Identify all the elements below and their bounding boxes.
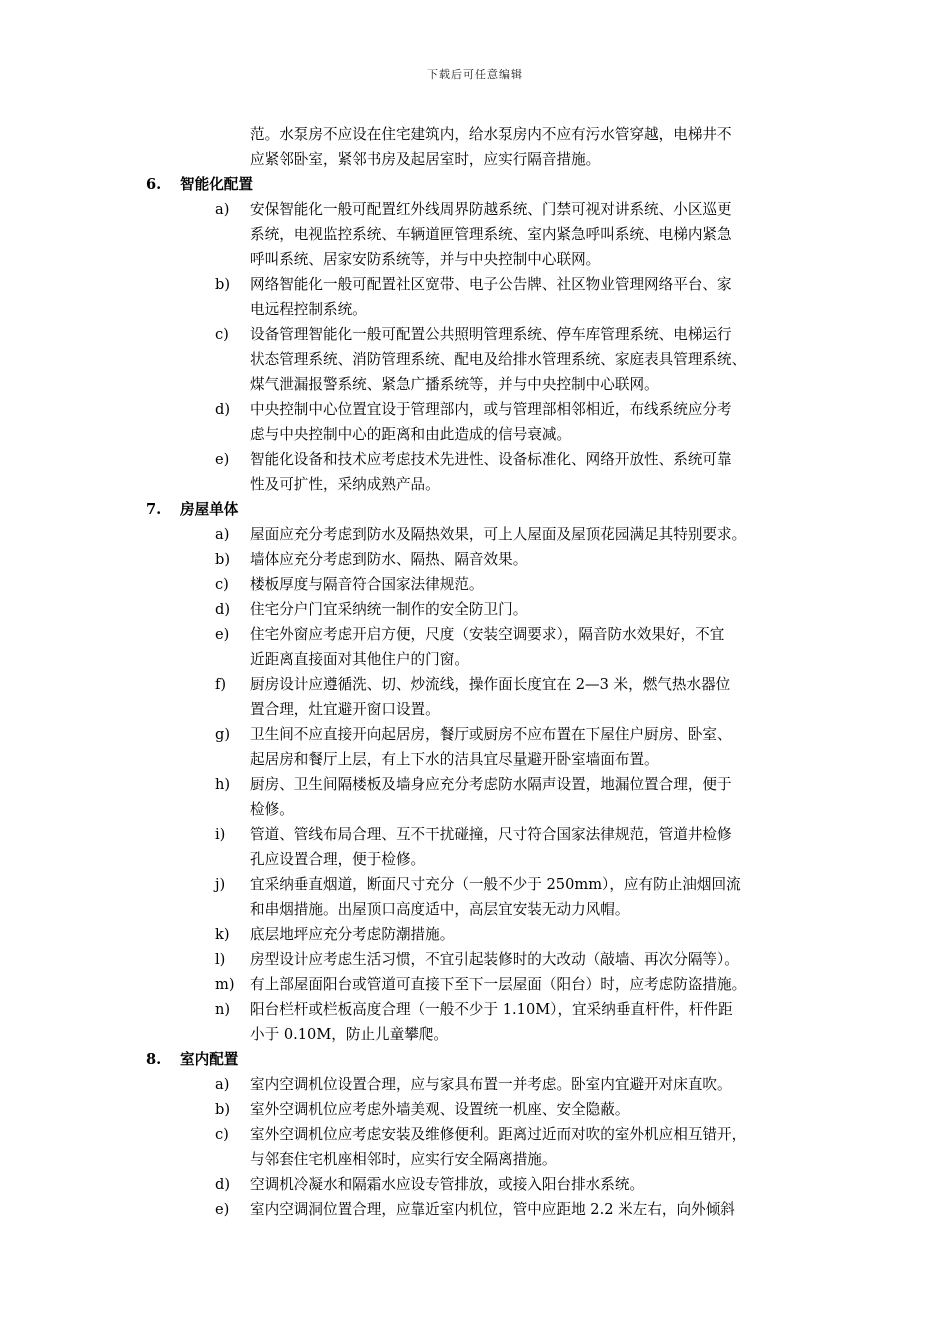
- list-item-line: [0, 597, 950, 622]
- list-item-line: [0, 297, 950, 322]
- section-title: 智能化配置: [180, 176, 253, 193]
- list-item-label: c): [215, 326, 229, 343]
- list-item-line: [0, 447, 950, 472]
- list-item-text: 与邻套住宅机座相邻时，应实行安全隔离措施。: [250, 1151, 557, 1168]
- list-item-text: 有上部屋面阳台或管道可直接下至下一层屋面（阳台）时，应考虑防盗措施。: [250, 976, 747, 993]
- section-number: 8.: [146, 1051, 162, 1068]
- list-item-label: l): [215, 951, 226, 968]
- list-item-line: [0, 822, 950, 847]
- list-item-line: [0, 722, 950, 747]
- list-item-label: a): [215, 201, 230, 218]
- list-item-label: c): [215, 576, 229, 593]
- sections-container: [0, 172, 950, 1222]
- list-item-label: d): [215, 1176, 231, 1193]
- document-body: [0, 122, 950, 1222]
- list-item-line: [0, 1022, 950, 1047]
- list-item: [0, 972, 950, 997]
- list-item-label: i): [215, 826, 226, 843]
- list-item-text: 煤气泄漏报警系统、紧急广播系统等，并与中央控制中心联网。: [250, 376, 659, 393]
- list-item-line: [0, 672, 950, 697]
- list-item-line: [0, 797, 950, 822]
- list-item-label: j): [215, 876, 226, 893]
- list-item-line: [0, 472, 950, 497]
- list-item-text: 起居房和餐厅上层，有上下水的洁具宜尽量避开卧室墙面布置。: [250, 751, 659, 768]
- list-item-label: b): [215, 1101, 231, 1118]
- list-item-line: [0, 847, 950, 872]
- list-item-text: 检修。: [250, 801, 294, 818]
- list-item-text: 性及可扩性，采纳成熟产品。: [250, 476, 440, 493]
- list-item-line: [0, 647, 950, 672]
- list-item-text: 住宅分户门宜采纳统一制作的安全防卫门。: [250, 601, 528, 618]
- list-item-line: [0, 1147, 950, 1172]
- list-item-text: 楼板厚度与隔音符合国家法律规范。: [250, 576, 484, 593]
- section-title: 室内配置: [180, 1051, 239, 1068]
- list-item-label: c): [215, 1126, 229, 1143]
- page-header: 下载后可任意编辑: [427, 68, 523, 81]
- intro-line-text: 应紧邻卧室，紧邻书房及起居室时，应实行隔音措施。: [250, 151, 601, 168]
- list-item-text: 厨房设计应遵循洗、切、炒流线，操作面长度宜在 2—3 米，燃气热水器位: [250, 676, 731, 693]
- list-item: [0, 572, 950, 597]
- list-item-text: 墙体应充分考虑到防水、隔热、隔音效果。: [250, 551, 528, 568]
- list-item-label: d): [215, 401, 231, 418]
- list-item-text: 宜采纳垂直烟道，断面尺寸充分（一般不少于 250mm），应有防止油烟回流: [250, 876, 741, 893]
- list-item-line: [0, 622, 950, 647]
- list-item-text: 状态管理系统、消防管理系统、配电及给排水管理系统、家庭表具管理系统、: [250, 351, 747, 368]
- list-item: [0, 1172, 950, 1197]
- list-item-line: [0, 697, 950, 722]
- list-item-label: d): [215, 601, 231, 618]
- section-heading: [0, 1047, 950, 1072]
- intro-line-text: 范。水泵房不应设在住宅建筑内，给水泵房内不应有污水管穿越，电梯井不: [250, 126, 732, 143]
- list-item-label: b): [215, 276, 231, 293]
- list-item-line: [0, 972, 950, 997]
- list-item-text: 室外空调机位应考虑外墙美观、设置统一机座、安全隐蔽。: [250, 1101, 630, 1118]
- list-item-text: 房型设计应考虑生活习惯，不宜引起装修时的大改动（敲墙、再次分隔等）。: [250, 951, 739, 968]
- list-item-line: [0, 522, 950, 547]
- list-item-label: a): [215, 526, 230, 543]
- list-item: [0, 272, 950, 322]
- section-number: 7.: [146, 501, 162, 518]
- list-item-text: 室内空调洞位置合理，应靠近室内机位，管中应距地 2.2 米左右，向外倾斜: [250, 1201, 735, 1218]
- list-item-label: h): [215, 776, 231, 793]
- list-item-text: 管道、管线布局合理、互不干扰碰撞，尺寸符合国家法律规范，管道井检修: [250, 826, 732, 843]
- list-item-text: 呼叫系统、居家安防系统等，并与中央控制中心联网。: [250, 251, 601, 268]
- list-item-line: [0, 1097, 950, 1122]
- list-item-line: [0, 547, 950, 572]
- list-item-line: [0, 272, 950, 297]
- list-item: [0, 197, 950, 272]
- list-item-label: g): [215, 726, 231, 743]
- list-item-line: [0, 772, 950, 797]
- list-item-label: e): [215, 451, 230, 468]
- list-item-text: 智能化设备和技术应考虑技术先进性、设备标准化、网络开放性、系统可靠: [250, 451, 732, 468]
- list-item-text: 设备管理智能化一般可配置公共照明管理系统、停车库管理系统、电梯运行: [250, 326, 732, 343]
- list-item: [0, 722, 950, 772]
- list-item: [0, 1072, 950, 1097]
- list-item-text: 空调机冷凝水和隔霜水应设专管排放，或接入阳台排水系统。: [250, 1176, 645, 1193]
- list-item: [0, 397, 950, 447]
- list-item-label: e): [215, 1201, 230, 1218]
- list-item-line: [0, 747, 950, 772]
- list-item-line: [0, 422, 950, 447]
- list-item: [0, 522, 950, 547]
- list-item: [0, 947, 950, 972]
- section-title: 房屋单体: [180, 501, 239, 518]
- list-item-line: [0, 872, 950, 897]
- list-item-label: a): [215, 1076, 230, 1093]
- list-item-text: 置合理，灶宜避开窗口设置。: [250, 701, 440, 718]
- list-item: [0, 822, 950, 872]
- list-item: [0, 597, 950, 622]
- list-item: [0, 772, 950, 822]
- intro-line: [0, 147, 950, 172]
- list-item-line: [0, 247, 950, 272]
- list-item-text: 和串烟措施。出屋顶口高度适中，高层宜安装无动力风帽。: [250, 901, 630, 918]
- list-item-line: [0, 572, 950, 597]
- list-item-line: [0, 322, 950, 347]
- list-item-text: 厨房、卫生间隔楼板及墙身应充分考虑防水隔声设置，地漏位置合理，便于: [250, 776, 732, 793]
- list-item-line: [0, 897, 950, 922]
- list-item-line: [0, 1172, 950, 1197]
- list-item-text: 住宅外窗应考虑开启方便，尺度（安装空调要求），隔音防水效果好，不宜: [250, 626, 725, 643]
- list-item-line: [0, 222, 950, 247]
- list-item-label: f): [215, 676, 227, 693]
- list-item-text: 安保智能化一般可配置红外线周界防越系统、门禁可视对讲系统、小区巡更: [250, 201, 732, 218]
- list-item: [0, 1197, 950, 1222]
- list-item-line: [0, 1122, 950, 1147]
- list-item: [0, 547, 950, 572]
- list-item-text: 近距离直接面对其他住户的门窗。: [250, 651, 469, 668]
- list-item-line: [0, 347, 950, 372]
- intro-line: [0, 122, 950, 147]
- list-item-text: 小于 0.10M，防止儿童攀爬。: [250, 1026, 449, 1043]
- list-item-line: [0, 922, 950, 947]
- list-item-text: 卫生间不应直接开向起居房，餐厅或厨房不应布置在下屋住户厨房、卧室、: [250, 726, 732, 743]
- list-item-line: [0, 1197, 950, 1222]
- list-item-label: k): [215, 926, 230, 943]
- section-heading: [0, 497, 950, 522]
- list-item-line: [0, 372, 950, 397]
- list-item-label: m): [215, 976, 235, 993]
- list-item: [0, 622, 950, 672]
- section-number: 6.: [146, 176, 162, 193]
- list-item: [0, 922, 950, 947]
- list-item-text: 系统，电视监控系统、车辆道匣管理系统、室内紧急呼叫系统、电梯内紧急: [250, 226, 732, 243]
- list-item-text: 底层地坪应充分考虑防潮措施。: [250, 926, 455, 943]
- list-item-text: 虑与中央控制中心的距离和由此造成的信号衰减。: [250, 426, 572, 443]
- list-item: [0, 872, 950, 922]
- list-item-line: [0, 197, 950, 222]
- list-item-line: [0, 397, 950, 422]
- list-item-text: 阳台栏杆或栏板高度合理（一般不少于 1.10M），宜采纳垂直杆件，杆件距: [250, 1001, 733, 1018]
- list-item: [0, 997, 950, 1047]
- list-item: [0, 1097, 950, 1122]
- list-item-text: 网络智能化一般可配置社区宽带、电子公告牌、社区物业管理网络平台、家: [250, 276, 732, 293]
- list-item-label: b): [215, 551, 231, 568]
- list-item-label: n): [215, 1001, 231, 1018]
- list-item: [0, 447, 950, 497]
- list-item: [0, 672, 950, 722]
- list-item-text: 电远程控制系统。: [250, 301, 367, 318]
- list-item-line: [0, 997, 950, 1022]
- list-item-text: 室内空调机位设置合理，应与家具布置一并考虑。卧室内宜避开对床直吹。: [250, 1076, 732, 1093]
- section-heading: [0, 172, 950, 197]
- list-item-text: 室外空调机位应考虑安装及维修便利。距离过近而对吹的室外机应相互错开，: [250, 1126, 747, 1143]
- list-item-line: [0, 1072, 950, 1097]
- list-item: [0, 1122, 950, 1172]
- list-item-text: 屋面应充分考虑到防水及隔热效果，可上人屋面及屋顶花园满足其特别要求。: [250, 526, 747, 543]
- list-item-label: e): [215, 626, 230, 643]
- list-item-text: 孔应设置合理，便于检修。: [250, 851, 426, 868]
- list-item-text: 中央控制中心位置宜设于管理部内，或与管理部相邻相近，布线系统应分考: [250, 401, 732, 418]
- list-item: [0, 322, 950, 397]
- list-item-line: [0, 947, 950, 972]
